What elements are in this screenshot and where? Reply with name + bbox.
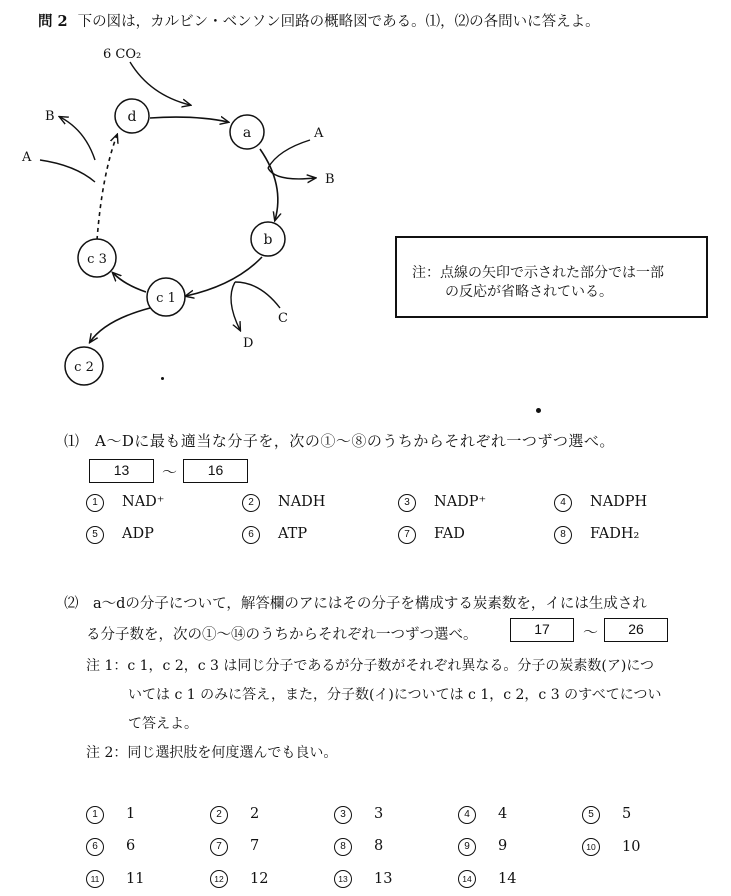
option-number-4: 4	[458, 806, 476, 824]
option-7[interactable]	[210, 838, 259, 856]
question-2-line-2: る分子数を，次の①～⑭のうちからそれぞれ一つずつ選べ。	[86, 627, 478, 643]
label-c1-out: D	[243, 336, 254, 351]
option-label-14: 14	[498, 871, 517, 887]
option-label-6: ATP	[278, 526, 308, 542]
label-c1-in: C	[278, 311, 288, 326]
option-1[interactable]	[86, 806, 135, 824]
node-a	[230, 115, 264, 149]
option-6[interactable]	[242, 526, 307, 544]
option-label-5: 5	[622, 806, 632, 822]
option-label-13: 13	[374, 871, 393, 887]
note-box	[395, 236, 708, 318]
d-out-arrow	[60, 117, 95, 160]
c1-out-arrow	[231, 282, 240, 330]
node-c3-label: c 3	[87, 252, 107, 267]
option-3[interactable]	[334, 806, 383, 824]
node-c2-label: c 2	[74, 360, 94, 375]
option-number-8: 8	[554, 526, 572, 544]
option-label-10: 10	[622, 839, 641, 855]
node-c1-label: c 1	[156, 291, 176, 306]
node-b-label: b	[263, 232, 273, 248]
node-c2	[65, 347, 103, 385]
option-label-3: 3	[374, 806, 384, 822]
option-13[interactable]	[334, 870, 392, 888]
option-number-6: 6	[242, 526, 260, 544]
option-9[interactable]	[458, 838, 507, 856]
option-label-5: ADP	[122, 526, 154, 542]
option-number-3: 3	[398, 494, 416, 512]
note-1-line-2: いては c 1 のみに答え，また，分子数(イ)については c 1，c 2，c 3 のすべてについ	[128, 687, 662, 703]
option-number-2: 2	[210, 806, 228, 824]
option-2[interactable]	[210, 806, 259, 824]
arc-c1-to-c2	[90, 308, 150, 342]
option-number-7: 7	[210, 838, 228, 856]
option-number-2: 2	[242, 494, 260, 512]
note-line-1: 注：点線の矢印で示された部分では一部	[412, 265, 664, 281]
co2-arrow	[130, 62, 190, 105]
option-5[interactable]	[582, 806, 631, 824]
node-b	[251, 222, 285, 256]
option-number-6: 6	[86, 838, 104, 856]
option-number-1: 1	[86, 806, 104, 824]
option-number-1: 1	[86, 494, 104, 512]
option-number-3: 3	[334, 806, 352, 824]
print-speck	[536, 408, 541, 413]
option-label-6: 6	[126, 838, 136, 854]
option-3[interactable]	[398, 494, 486, 512]
option-label-4: 4	[498, 806, 508, 822]
option-label-9: 9	[498, 838, 508, 854]
question-1-text: ⑴ A～Dに最も適当な分子を，次の①～⑧のうちからそれぞれ一つずつ選べ。	[64, 432, 615, 450]
option-5[interactable]	[86, 526, 154, 544]
co2-label: 6 CO₂	[103, 47, 142, 62]
option-label-7: 7	[250, 838, 260, 854]
question-title-text: 下の図は，カルビン・ベンソン回路の概略図である。⑴，⑵の各問いに答えよ。	[77, 14, 600, 30]
note-1-line-3: て答えよ。	[128, 716, 198, 732]
print-speck	[161, 377, 164, 380]
option-label-4: NADPH	[590, 494, 648, 510]
answer-box-17[interactable]: 17	[510, 618, 574, 642]
node-d-label: d	[127, 109, 137, 125]
option-7[interactable]	[398, 526, 465, 544]
label-a-in: A	[314, 126, 324, 141]
label-d-out: B	[45, 109, 55, 124]
d-in-arrow	[40, 160, 95, 182]
range-tilde: ～	[162, 463, 178, 481]
option-label-3: NADP⁺	[434, 494, 487, 510]
option-label-11: 11	[126, 871, 145, 887]
a-in-arrow	[268, 140, 310, 168]
option-label-12: 12	[250, 871, 269, 887]
question-number: 問 2	[38, 13, 68, 30]
node-c3	[78, 239, 116, 277]
arc-b-to-c1	[186, 257, 262, 296]
question-2-line-1: ⑵ a～dの分子について，解答欄のアにはその分子を構成する炭素数を，イには生成され	[64, 596, 647, 612]
arc-c1-to-c3	[113, 273, 146, 292]
option-12[interactable]	[210, 870, 268, 888]
option-number-10: 10	[582, 838, 600, 856]
note-1-line-1: 注 1：c 1，c 2，c 3 は同じ分子であるが分子数がそれぞれ異なる。分子の炭素数(ア)につ	[86, 658, 655, 674]
arc-d-to-a	[150, 117, 228, 122]
option-4[interactable]	[554, 494, 647, 512]
note-line-2: の反応が省略されている。	[445, 284, 613, 300]
answer-box-13[interactable]: 13	[89, 459, 154, 483]
option-label-1: 1	[126, 806, 136, 822]
option-2[interactable]	[242, 494, 325, 512]
node-d	[115, 99, 149, 133]
option-8[interactable]	[334, 838, 383, 856]
option-number-4: 4	[554, 494, 572, 512]
option-10[interactable]	[582, 838, 640, 856]
option-number-14: 14	[458, 870, 476, 888]
label-a-out: B	[325, 172, 335, 187]
option-6[interactable]	[86, 838, 135, 856]
note-2: 注 2：同じ選択肢を何度選んでも良い。	[86, 745, 338, 761]
node-c1	[147, 278, 185, 316]
option-4[interactable]	[458, 806, 507, 824]
answer-box-26[interactable]: 26	[604, 618, 668, 642]
option-label-2: 2	[250, 806, 260, 822]
option-number-12: 12	[210, 870, 228, 888]
option-number-13: 13	[334, 870, 352, 888]
option-number-5: 5	[86, 526, 104, 544]
option-number-9: 9	[458, 838, 476, 856]
option-label-8: 8	[374, 838, 384, 854]
option-number-7: 7	[398, 526, 416, 544]
arc-c3-to-d-dashed	[97, 135, 117, 240]
node-a-label: a	[242, 125, 252, 141]
range-tilde: ～	[583, 623, 599, 641]
option-label-2: NADH	[278, 494, 326, 510]
answer-box-16[interactable]: 16	[183, 459, 248, 483]
option-14[interactable]	[458, 870, 516, 888]
option-label-8: FADH₂	[590, 526, 640, 542]
option-label-7: FAD	[434, 526, 465, 542]
option-1[interactable]	[86, 494, 164, 512]
option-number-5: 5	[582, 806, 600, 824]
option-number-8: 8	[334, 838, 352, 856]
option-11[interactable]	[86, 870, 144, 888]
label-d-in: A	[22, 150, 32, 165]
calvin-cycle-diagram	[0, 0, 731, 400]
option-number-11: 11	[86, 870, 104, 888]
c1-in-arrow	[235, 282, 280, 308]
option-8[interactable]	[554, 526, 639, 544]
option-label-1: NAD⁺	[122, 494, 165, 510]
